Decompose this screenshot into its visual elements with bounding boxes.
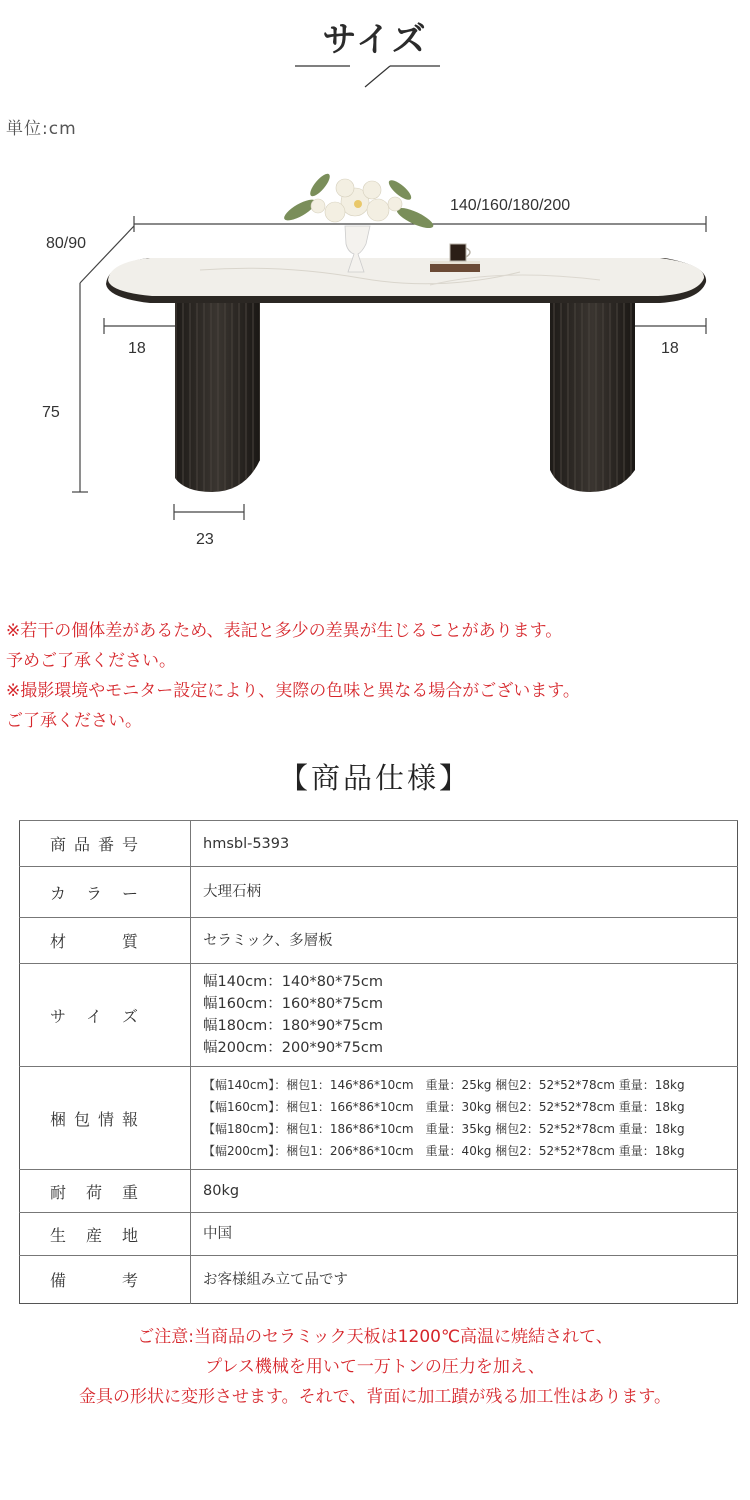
row-value-product-number: hmsbl-5393 [191,821,738,867]
row-value-remarks: お客様組み立て品です [191,1256,738,1304]
dim-leg-width: 23 [196,531,214,548]
spec-table [19,820,738,1304]
dim-overhang-right: 18 [661,340,679,357]
dim-overhang-left: 18 [128,340,146,357]
table-row [20,821,738,867]
page-title: サイズ [322,20,428,60]
row-value-size: 幅140cm：140*80*75cm 幅160cm：160*80*75cm 幅180cm：180*90*75cm 幅200cm：200*90*75cm [191,964,738,1067]
row-label-load-capacity: 耐 荷 重 [50,1182,138,1202]
caution-notice [0,1322,750,1412]
table-row [20,1256,738,1304]
note-line: ご了承ください。 [6,711,142,731]
flower-vase [281,171,435,272]
row-label-material: 材 質 [50,932,138,951]
dim-width: 140/160/180/200 [450,197,571,214]
note-line: ※若干の個体差があるため、表記と多少の差異が生じることがあります。 [6,621,563,641]
table-leg-left [175,298,260,492]
note-line: 予めご了承ください。 [6,651,176,671]
dim-height: 75 [42,404,60,421]
table-leg-right [550,298,635,492]
table-row [20,1170,738,1213]
caution-line: ご注意:当商品のセラミック天板は1200℃高温に焼結されて、 [137,1327,613,1347]
spec-title: 【商品仕様】 [278,761,471,795]
note-line: ※撮影環境やモニター設定により、実際の色味と異なる場合がございます。 [6,681,580,701]
row-value-origin: 中国 [191,1213,738,1256]
dim-depth: 80/90 [46,235,87,252]
disclaimer-notes [6,616,746,736]
table-row [20,1067,738,1170]
row-value-load-capacity: 80kg [191,1170,738,1213]
caution-line: 金具の形状に変形させます。それで、背面に加工蹟が残る加工性はあります。 [79,1387,671,1407]
row-label-size: サ イ ズ [50,1006,138,1026]
row-value-color: 大理石柄 [191,867,738,918]
row-label-origin: 生 産 地 [50,1225,138,1245]
unit-label: 単位:cm [6,119,77,139]
table-row [20,1213,738,1256]
row-value-material: セラミック、多層板 [191,918,738,964]
caution-line: プレス機械を用いて一万トンの圧力を加え、 [205,1357,545,1377]
row-label-color: カ ラ ー [50,883,138,903]
row-label-packing: 梱 包 情 報 [50,1109,138,1129]
row-label-remarks: 備 考 [50,1271,138,1290]
table-row [20,867,738,918]
table-row [20,918,738,964]
title-decoration [295,60,440,90]
table-diagram [0,140,750,580]
row-label-product-number: 商 品 番 号 [50,835,138,854]
table-row [20,964,738,1067]
row-value-packing: 【幅140cm】：梱包1：146*86*10cm 重量：25kg 梱包2：52*52*78cm 重量：18kg 【幅160cm】：梱包1：166*86*10cm 重量：30kg 梱包2：52*52*78cm 重量：18kg 【幅180cm】：梱包1：186*86*10cm 重量：35kg 梱包2：52*52*78cm 重量：18kg 【幅200cm】：梱包1：206*86*10cm 重量：40kg 梱包2：52*52*78cm 重量：18kg [191,1067,738,1170]
table-top [106,258,706,303]
